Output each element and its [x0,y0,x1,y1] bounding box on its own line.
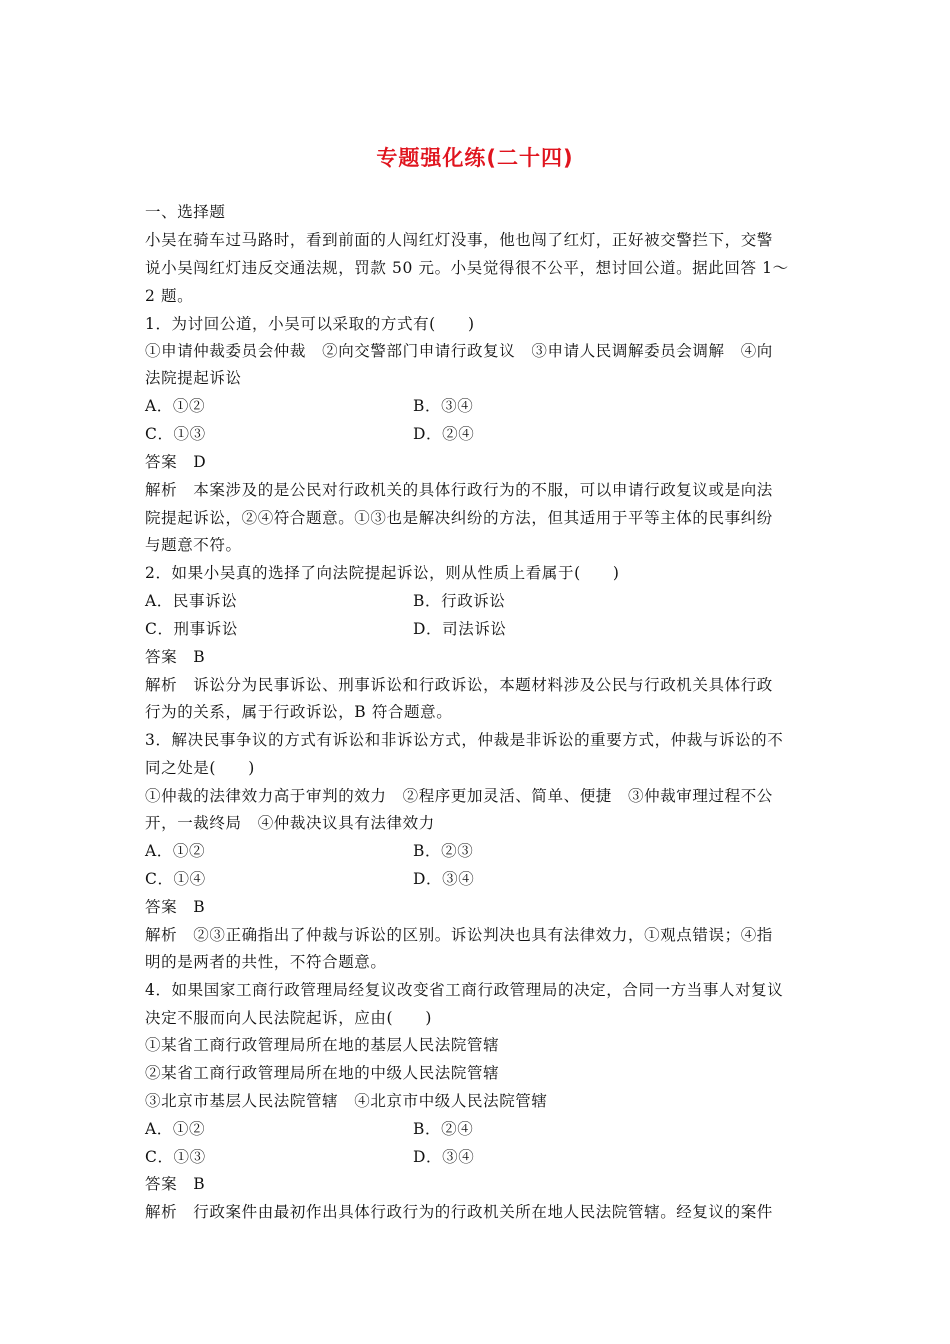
option-b: B．②③ [413,842,474,860]
question-4: 4．如果国家工商行政管理局经复议改变省工商行政管理局的决定，合同一方当事人对复议 [145,981,784,999]
analysis: 解析 行政案件由最初作出具体行政行为的行政机关所在地人民法院管辖。经复议的案件 [145,1203,773,1221]
analysis: 解析 本案涉及的是公民对行政机关的具体行政行为的不服，可以申请行政复议或是向法 [145,481,773,499]
option-d: D．司法诉讼 [413,620,507,638]
answer: 答案 B [145,898,206,916]
text-line: 明的是两者的共性，不符合题意。 [145,953,387,971]
option-a: A．民事诉讼 [145,592,238,610]
question-2: 2．如果小吴真的选择了向法院提起诉讼，则从性质上看属于( ) [145,564,620,582]
section-heading: 一、选择题 [145,203,226,221]
text-line: 院提起诉讼，②④符合题意。①③也是解决纠纷的方法，但其适用于平等主体的民事纠纷 [145,509,773,527]
text-line: ②某省工商行政管理局所在地的中级人民法院管辖 [145,1064,500,1082]
text-line: 决定不服而向人民法院起诉，应由( ) [145,1009,432,1027]
question-3: 3．解决民事争议的方式有诉讼和非诉讼方式，仲裁是非诉讼的重要方式，仲裁与诉讼的不 [145,731,784,749]
text-line: ①某省工商行政管理局所在地的基层人民法院管辖 [145,1036,500,1054]
option-a: A．①② [145,842,206,860]
option-b: B．行政诉讼 [413,592,506,610]
text-line: 与题意不符。 [145,536,242,554]
option-c: C．①③ [145,425,206,443]
analysis: 解析 ②③正确指出了仲裁与诉讼的区别。诉讼判决也具有法律效力，①观点错误；④指 [145,926,773,944]
option-c: C．①④ [145,870,206,888]
text-line: 说小吴闯红灯违反交通法规，罚款 50 元。小吴觉得很不公平，想讨回公道。据此回答 1～ [145,259,789,277]
answer: 答案 B [145,1175,206,1193]
option-c: C．刑事诉讼 [145,620,238,638]
question-1: 1．为讨回公道，小吴可以采取的方式有( ) [145,315,475,333]
option-a: A．①② [145,397,206,415]
option-b: B．③④ [413,397,474,415]
option-a: A．①② [145,1120,206,1138]
answer: 答案 B [145,648,206,666]
option-d: D．②④ [413,425,475,443]
answer: 答案 D [145,453,207,471]
text-line: ①申请仲裁委员会仲裁 ②向交警部门申请行政复议 ③申请人民调解委员会调解 ④向 [145,342,773,360]
analysis: 解析 诉讼分为民事诉讼、刑事诉讼和行政诉讼，本题材料涉及公民与行政机关具体行政 [145,676,773,694]
option-c: C．①③ [145,1148,206,1166]
text-line: 行为的关系，属于行政诉讼，B 符合题意。 [145,703,453,721]
text-line: ①仲裁的法律效力高于审判的效力 ②程序更加灵活、简单、便捷 ③仲裁审理过程不公 [145,787,773,805]
page-title: 专题强化练(二十四) [376,146,574,170]
option-d: D．③④ [413,1148,475,1166]
text-line: ③北京市基层人民法院管辖 ④北京市中级人民法院管辖 [145,1092,548,1110]
text-line: 法院提起诉讼 [145,369,242,387]
text-line: 开，一裁终局 ④仲裁决议具有法律效力 [145,814,435,832]
option-b: B．②④ [413,1120,474,1138]
text-line: 2 题。 [145,287,194,305]
text-line: 小吴在骑车过马路时，看到前面的人闯红灯没事，他也闯了红灯，正好被交警拦下，交警 [145,231,773,249]
text-line: 同之处是( ) [145,759,255,777]
option-d: D．③④ [413,870,475,888]
